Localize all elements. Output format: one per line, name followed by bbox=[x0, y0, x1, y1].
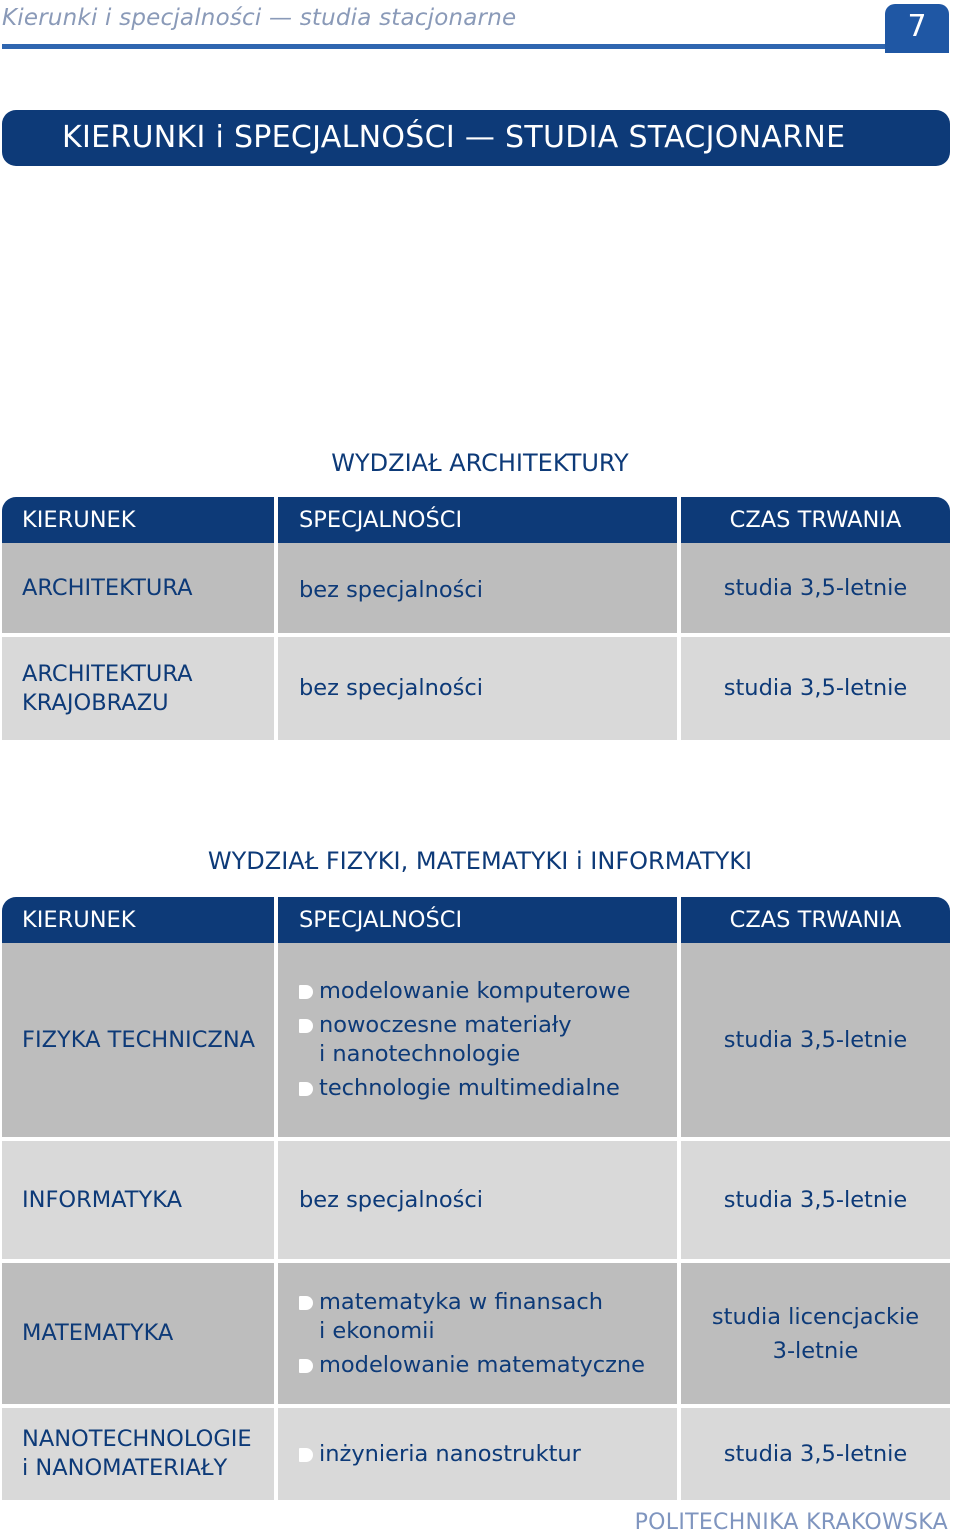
specjalnosci-cell: bez specjalności bbox=[278, 543, 677, 633]
czas-text: studia licencjackie bbox=[711, 1303, 920, 1330]
specjalnosc-text: modelowanie matematyczne bbox=[319, 1351, 646, 1378]
specjalnosc-text: technologie multimedialne bbox=[319, 1075, 620, 1101]
specjalnosc-item bbox=[299, 1074, 630, 1103]
kierunek-name: i NANOMATERIAŁY bbox=[22, 1455, 228, 1481]
specjalnosci-cell: bez specjalności bbox=[278, 637, 677, 740]
column-header-czas: CZAS TRWANIA bbox=[681, 497, 950, 543]
specjalnosc-item bbox=[299, 1288, 645, 1346]
specjalnosc-item bbox=[299, 977, 630, 1006]
kierunek-name: ARCHITEKTURA bbox=[22, 660, 193, 687]
kierunek-cell bbox=[2, 1141, 274, 1259]
kierunek-cell bbox=[2, 637, 274, 740]
specjalnosc-text: matematyka w finansach bbox=[319, 1288, 603, 1315]
kierunek-name: INFORMATYKA bbox=[22, 1186, 183, 1213]
footer-publisher: POLITECHNIKA KRAKOWSKA bbox=[634, 1510, 948, 1535]
faculty-heading: WYDZIAŁ ARCHITEKTURY bbox=[331, 449, 629, 477]
specjalnosci-list bbox=[299, 977, 630, 1103]
bullet-icon bbox=[299, 1448, 313, 1462]
specjalnosci-cell bbox=[278, 1408, 677, 1500]
bullet-icon bbox=[299, 1296, 313, 1310]
czas-cell: studia 3,5-letnie bbox=[681, 1408, 950, 1500]
kierunek-cell bbox=[2, 543, 274, 633]
specjalnosc-item bbox=[299, 1351, 645, 1380]
czas-cell: studia 3,5-letnie bbox=[681, 1141, 950, 1259]
specjalnosci-cell bbox=[278, 943, 677, 1137]
running-header-title: Kierunki i specjalności — studia stacjonarne bbox=[2, 5, 517, 31]
kierunek-name: ARCHITEKTURA bbox=[22, 574, 193, 601]
czas-cell: studia 3,5-letnie bbox=[681, 543, 950, 633]
kierunek-cell bbox=[2, 943, 274, 1137]
column-header-kierunek: KIERUNEK bbox=[2, 497, 274, 543]
column-header-specjalnosci: SPECJALNOŚCI bbox=[278, 897, 677, 943]
specjalnosc-text: i ekonomii bbox=[319, 1317, 435, 1344]
page-banner: KIERUNKI i SPECJALNOŚCI — STUDIA STACJONARNE bbox=[2, 110, 950, 166]
bullet-icon bbox=[299, 1082, 313, 1096]
page-number: 7 bbox=[885, 4, 949, 53]
specjalnosc-text: inżynieria nanostruktur bbox=[319, 1440, 581, 1467]
faculty-heading: WYDZIAŁ FIZYKI, MATEMATYKI i INFORMATYKI bbox=[207, 847, 753, 875]
header-rule bbox=[2, 44, 886, 49]
column-header-specjalnosci: SPECJALNOŚCI bbox=[278, 497, 677, 543]
running-header bbox=[0, 0, 960, 56]
czas-cell: studia 3,5-letnie bbox=[681, 943, 950, 1137]
czas-cell: studia 3,5-letnie bbox=[681, 637, 950, 740]
specjalnosci-list bbox=[299, 1440, 581, 1469]
kierunek-name: KRAJOBRAZU bbox=[22, 689, 169, 716]
bullet-icon bbox=[299, 1359, 313, 1373]
kierunek-name: FIZYKA TECHNICZNA bbox=[22, 1026, 256, 1053]
czas-cell bbox=[681, 1263, 950, 1404]
specjalnosc-item bbox=[299, 1440, 581, 1469]
kierunek-name: NANOTECHNOLOGIE bbox=[22, 1426, 252, 1452]
kierunek-name: MATEMATYKA bbox=[22, 1320, 174, 1346]
bullet-icon bbox=[299, 985, 313, 999]
specjalnosci-list bbox=[299, 1288, 645, 1380]
specjalnosc-text: nowoczesne materiały bbox=[319, 1012, 572, 1038]
column-header-czas: CZAS TRWANIA bbox=[681, 897, 950, 943]
kierunek-cell bbox=[2, 1408, 274, 1500]
specjalnosci-cell bbox=[278, 1263, 677, 1404]
kierunek-cell bbox=[2, 1263, 274, 1404]
specjalnosci-cell: bez specjalności bbox=[278, 1141, 677, 1259]
column-header-kierunek: KIERUNEK bbox=[2, 897, 274, 943]
bullet-icon bbox=[299, 1019, 313, 1033]
czas-text: 3-letnie bbox=[772, 1337, 859, 1364]
specjalnosc-text: modelowanie komputerowe bbox=[319, 978, 631, 1004]
specjalnosc-item bbox=[299, 1011, 630, 1069]
specjalnosc-text: i nanotechnologie bbox=[319, 1041, 521, 1067]
